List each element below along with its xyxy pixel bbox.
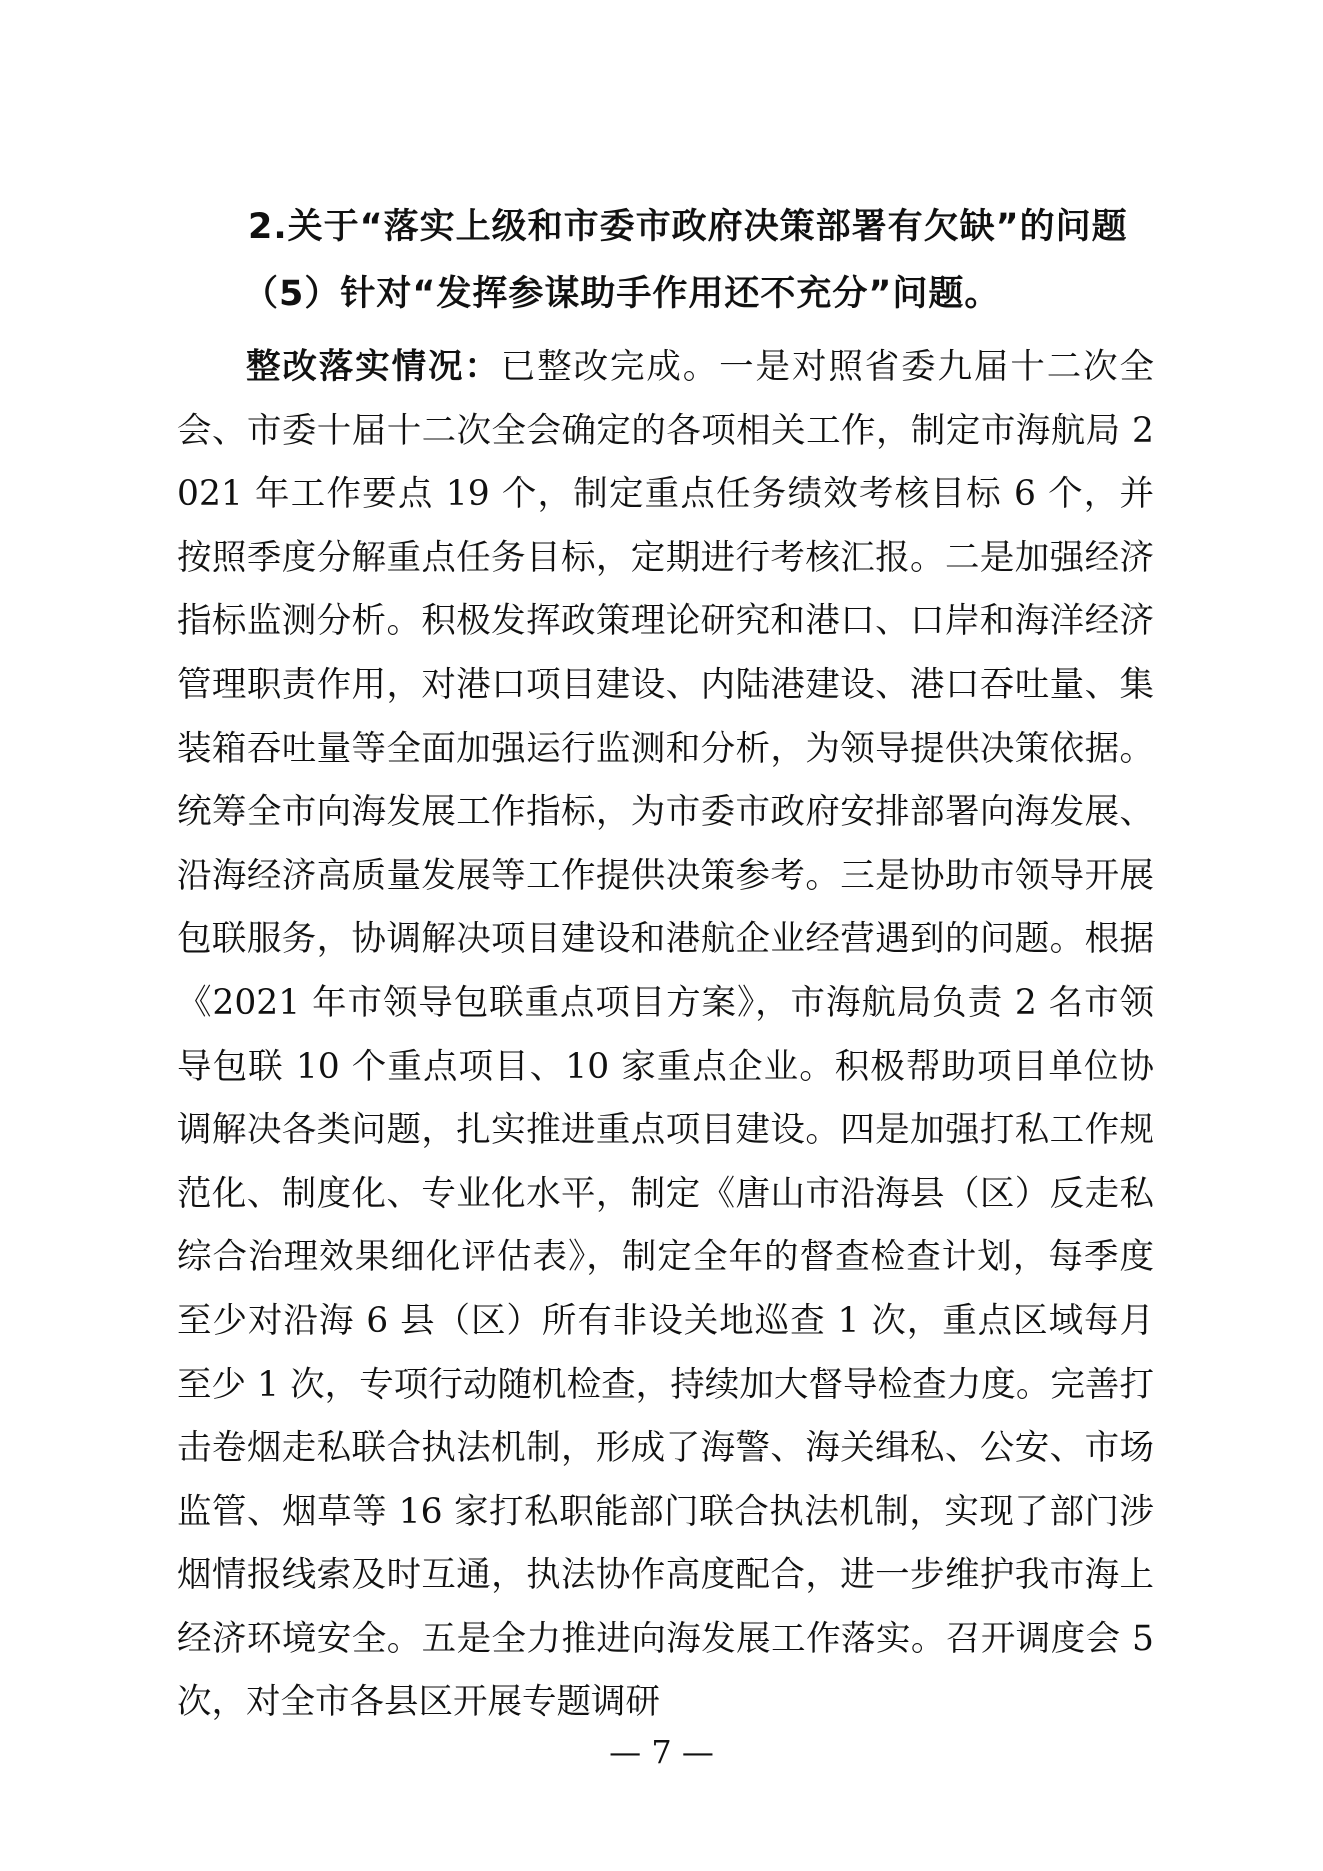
section-heading: 2.关于“落实上级和市委市政府决策部署有欠缺”的问题	[248, 207, 1128, 247]
subsection-heading: （5）针对“发挥参谋助手作用还不充分”问题。	[243, 274, 1001, 314]
page-number: — 7 —	[609, 1733, 714, 1771]
paragraph-lead: 整改落实情况：	[246, 347, 501, 387]
paragraph-body: 已整改完成。一是对照省委九届十二次全会、市委十届十二次全会确定的各项相关工作，制定市海航局 2021 年工作要点 19 个，制定重点任务绩效考核目标 6 个，并按照季度分解重点任务目标，定期进行考核汇报。二是加强经济指标监测分析。积极发挥政策理论研究和港口、口岸和海洋经济管理职责作用，对港口项目建设、内陆港建设、港口吞吐量、集装箱吞吐量等全面加强运行监测和分析，为领导提供决策依据。统筹全市向海发展工作指标，为市委市政府安排部署向海发展、沿海经济高质量发展等工作提供决策参考。三是协助市领导开展包联服务，协调解决项目建设和港航企业经营遇到的问题。根据《2021 年市领导包联重点项目方案》，市海航局负责 2 名市领导包联 10 个重点项目、10 家重点企业。积极帮助项目单位协调解决各类问题，扎实推进重点项目建设。四是加强打私工作规范化、制度化、专业化水平，制定《唐山市沿海县（区）反走私综合治理效果细化评估表》，制定全年的督查检查计划，每季度至少对沿海 6 县（区）所有非设关地巡查 1 次，重点区域每月至少 1 次，专项行动随机检查，持续加大督导检查力度。完善打击卷烟走私联合执法机制，形成了海警、海关缉私、公安、市场监管、烟草等 16 家打私职能部门联合执法机制，实现了部门涉烟情报线索及时互通，执法协作高度配合，进一步维护我市海上经济环境安全。五是全力推进向海发展工作落实。召开调度会 5 次，对全市各县区开展专题调研	[177, 347, 1155, 1723]
body-paragraph	[177, 336, 1154, 1735]
